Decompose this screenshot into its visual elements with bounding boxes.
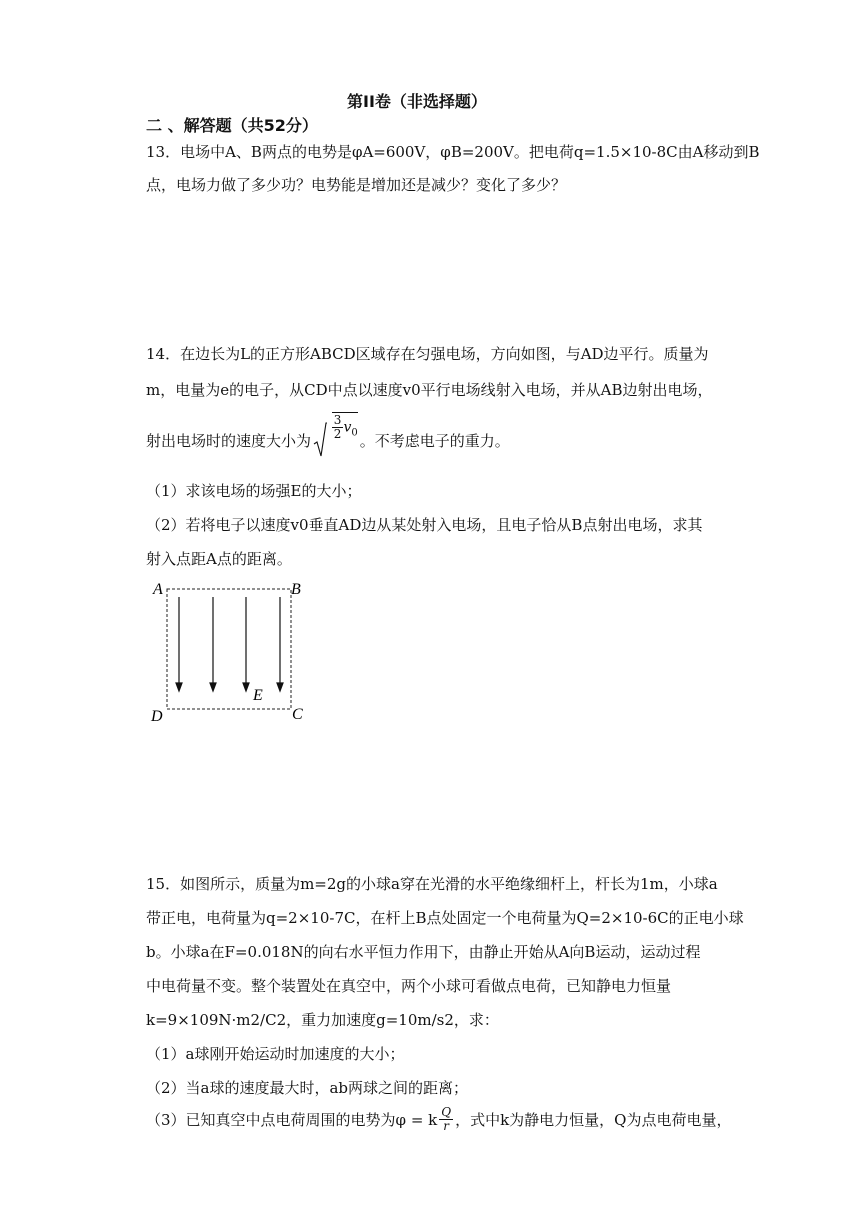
label-a: A — [153, 581, 163, 598]
sqrt-variable: v — [343, 419, 352, 435]
field-arrows — [176, 597, 283, 691]
q15-part-3 — [146, 1106, 731, 1133]
q14-line-2: m，电量为e的电子，从CD中点以速度v0平行电场线射入电场，并从AB边射出电场， — [146, 381, 713, 399]
sqrt-fraction — [332, 414, 344, 441]
q15-line-5: k=9×109N·m2/C2，重力加速度g=10m/s2，求： — [146, 1011, 499, 1029]
arrowhead-1-icon — [176, 683, 182, 691]
q14-part-2-line-2: 射入点距A点的距离。 — [146, 550, 292, 568]
electric-field-figure — [145, 575, 315, 725]
potential-numerator: Q — [441, 1105, 452, 1119]
q15-part-1: （1）a球刚开始运动时加速度的大小； — [146, 1045, 405, 1063]
q14-line-3-post: 。不考虑电子的重力。 — [359, 431, 510, 450]
section-subtitle: 二 、解答题（共52分） — [146, 116, 318, 135]
q15-line-1: 15．如图所示，质量为m=2g的小球a穿在光滑的水平绝缘细杆上，杆长为1m，小球a — [146, 875, 718, 893]
potential-denominator: r — [443, 1119, 450, 1133]
sqrt-denominator: 2 — [333, 426, 342, 441]
q14-part-1: （1）求该电场的场强E的大小； — [146, 482, 362, 500]
q15-part-2: （2）当a球的速度最大时，ab两球之间的距离； — [146, 1079, 469, 1097]
q15-line-3: b。小球a在F=0.018N的向右水平恒力作用下，由静止开始从A向B运动，运动过程 — [146, 943, 701, 961]
sqrt-expression — [313, 412, 358, 458]
label-e: E — [253, 687, 263, 704]
radical-sign-icon — [313, 422, 327, 458]
q14-part-2-line-1: （2）若将电子以速度v0垂直AD边从某处射入电场，且电子恰从B点射出电场，求其 — [146, 516, 703, 534]
arrowhead-4-icon — [277, 683, 283, 691]
q15-part-3-post: ，式中k为静电力恒量，Q为点电荷电量， — [455, 1111, 732, 1129]
q15-line-4: 中电荷量不变。整个装置处在真空中，两个小球可看做点电荷，已知静电力恒量 — [146, 977, 672, 995]
q14-line-3 — [146, 412, 510, 458]
q13-line-2: 点，电场力做了多少功？电势能是增加还是减少？变化了多少？ — [146, 176, 567, 194]
q15-line-2: 带正电，电荷量为q=2×10-7C，在杆上B点处固定一个电荷量为Q=2×10-6C的正电小球 — [146, 909, 744, 927]
label-d: D — [151, 708, 163, 725]
potential-fraction — [439, 1106, 453, 1133]
sqrt-subscript: 0 — [351, 427, 358, 438]
q15-part-3-pre: （3）已知真空中点电荷周围的电势为φ = k — [146, 1111, 438, 1129]
q14-line-1: 14．在边长为L的正方形ABCD区域存在匀强电场，方向如图，与AD边平行。质量为 — [146, 345, 709, 363]
sqrt-numerator: 3 — [333, 412, 342, 427]
q13-line-1: 13．电场中A、B两点的电势是φA=600V，φB=200V。把电荷q=1.5×10-8C由A移动到B — [146, 143, 760, 161]
square-region — [167, 589, 291, 709]
arrowhead-2-icon — [210, 683, 216, 691]
label-b: B — [291, 581, 301, 598]
section-title: 第II卷（非选择题） — [347, 92, 487, 111]
q14-line-3-pre: 射出电场时的速度大小为 — [146, 431, 312, 450]
label-c: C — [292, 706, 303, 723]
arrowhead-3-icon — [243, 683, 249, 691]
